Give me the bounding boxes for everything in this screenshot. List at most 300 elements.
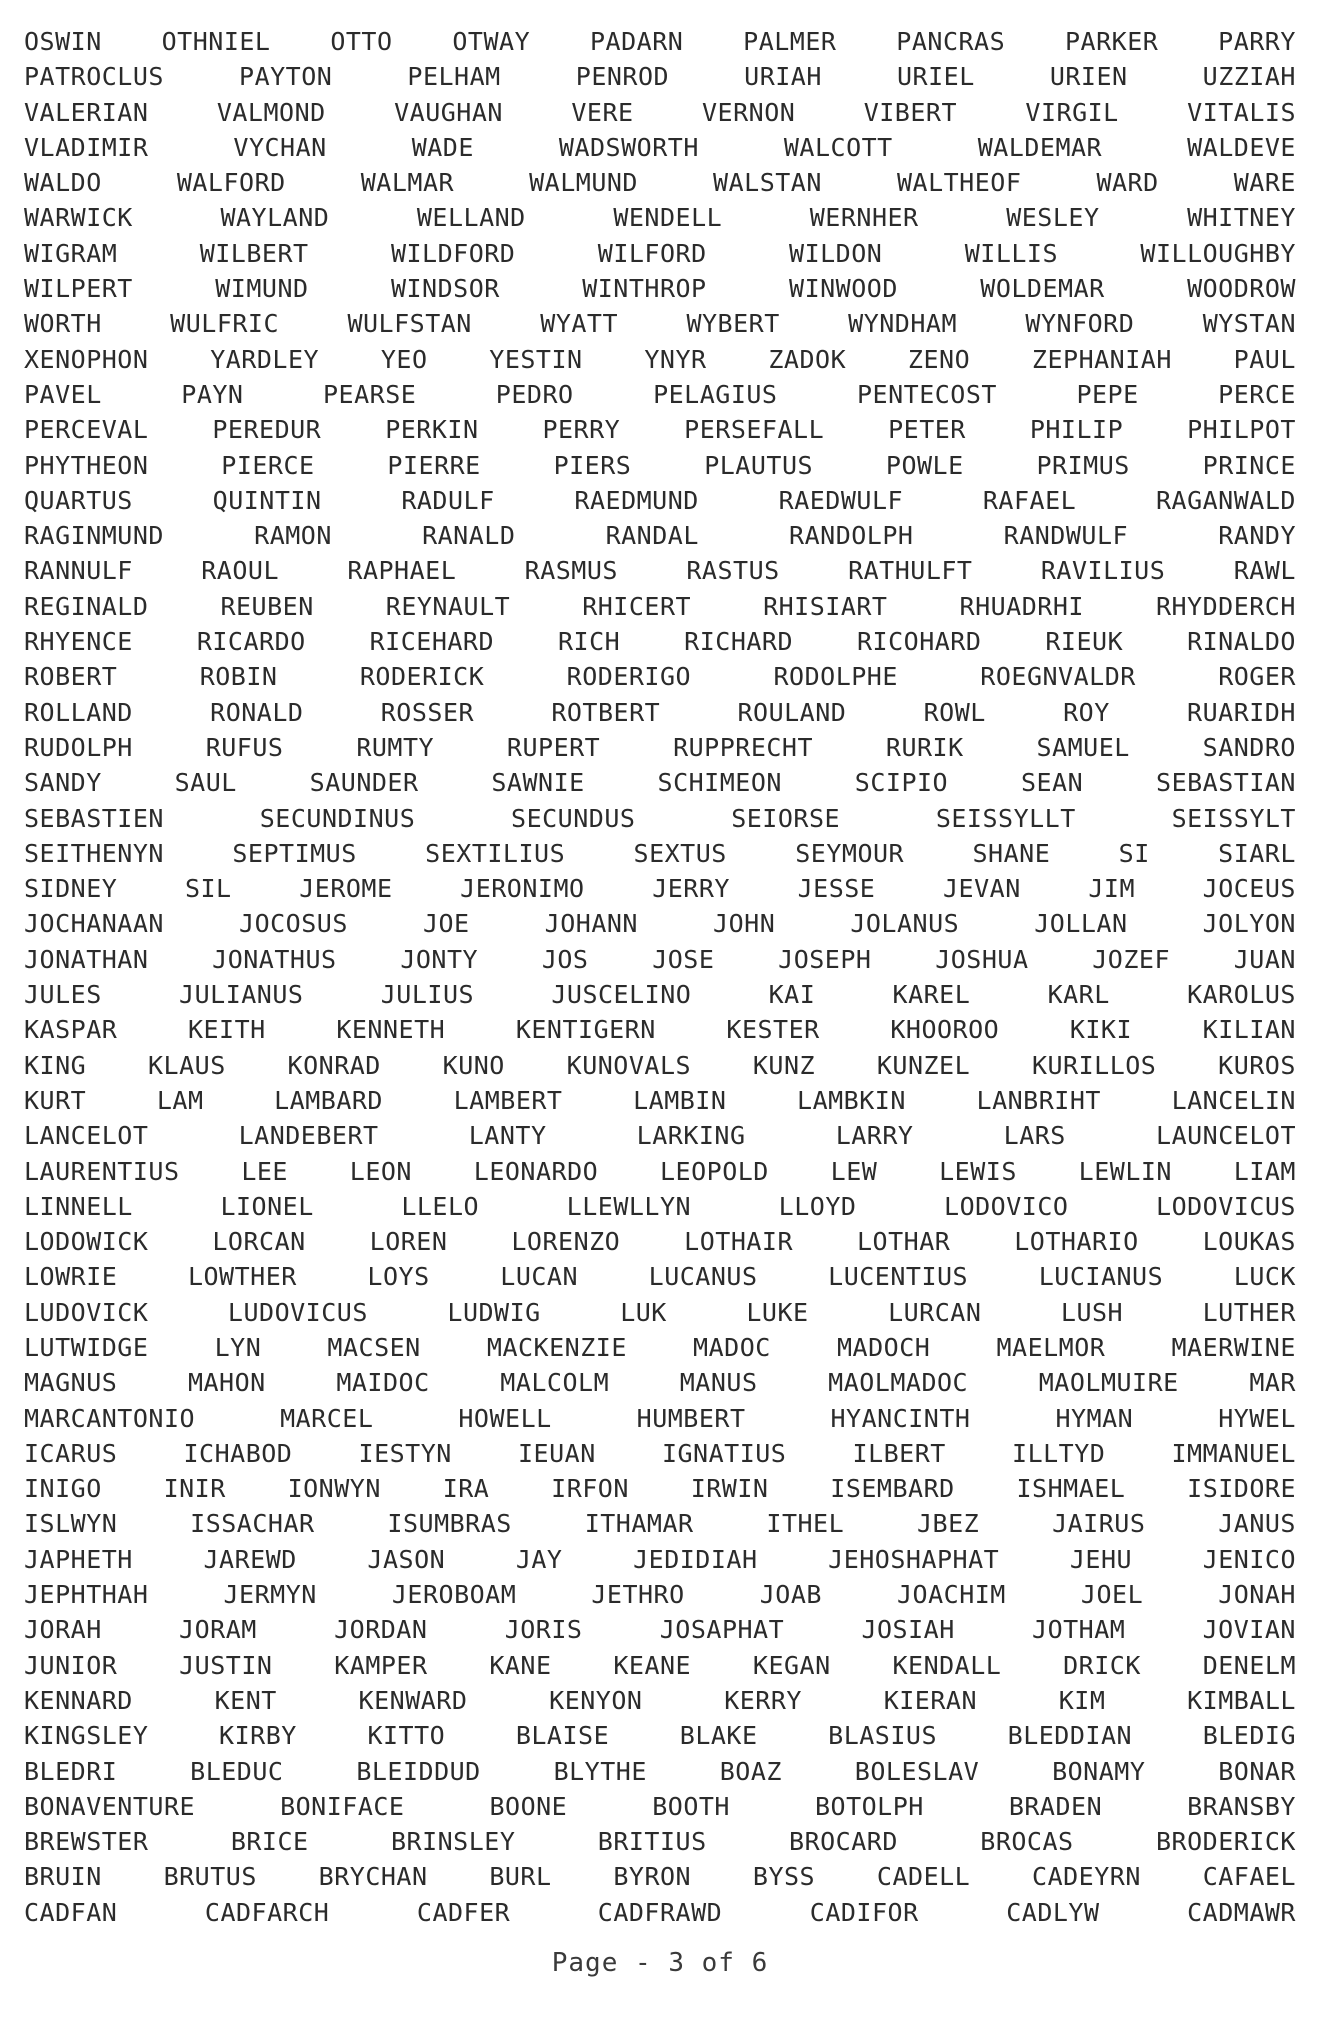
name-word: RANNULF bbox=[24, 556, 133, 586]
name-word: PEDRO bbox=[495, 379, 574, 409]
name-word: JOLANUS bbox=[850, 909, 960, 939]
name-word: SAUNDER bbox=[309, 768, 419, 798]
name-word: WIGRAM bbox=[24, 238, 118, 268]
name-word: BLEIDDUD bbox=[356, 1756, 481, 1786]
name-word: RHICERT bbox=[582, 591, 692, 621]
name-line bbox=[24, 730, 1296, 765]
name-word: HYANCINTH bbox=[830, 1403, 971, 1433]
name-word: PERRY bbox=[542, 415, 621, 445]
name-word: LODOWICK bbox=[24, 1227, 149, 1257]
name-word: LUSH bbox=[1060, 1297, 1124, 1327]
name-word: MADOC bbox=[693, 1332, 771, 1362]
name-word: WESLEY bbox=[1006, 203, 1100, 233]
name-word: LOTHARIO bbox=[1014, 1227, 1139, 1257]
name-word: JUAN bbox=[1233, 944, 1296, 974]
name-word: RUFUS bbox=[205, 732, 284, 762]
name-word: XENOPHON bbox=[24, 344, 149, 374]
name-word: PEPE bbox=[1076, 379, 1139, 409]
name-word: SECUNDINUS bbox=[259, 803, 416, 833]
name-word: JERONIMO bbox=[460, 874, 585, 904]
name-word: BRYCHAN bbox=[318, 1862, 428, 1892]
name-line bbox=[24, 1224, 1296, 1259]
name-word: SEBASTIEN bbox=[24, 803, 164, 833]
name-word: PIERCE bbox=[221, 450, 315, 480]
name-word: HYMAN bbox=[1055, 1403, 1134, 1433]
name-word: KEGAN bbox=[752, 1650, 831, 1680]
name-line bbox=[24, 518, 1296, 553]
name-word: JETHRO bbox=[591, 1580, 685, 1610]
name-line bbox=[24, 977, 1296, 1012]
name-word: PARRY bbox=[1218, 27, 1296, 56]
name-word: PETER bbox=[888, 415, 966, 445]
name-word: LOTHAIR bbox=[684, 1227, 794, 1257]
name-word: ROEGNVALDR bbox=[980, 662, 1136, 692]
name-word: SAUL bbox=[174, 768, 237, 798]
name-word: LORCAN bbox=[212, 1227, 306, 1257]
name-word: KUROS bbox=[1218, 1050, 1296, 1080]
name-word: INIR bbox=[163, 1474, 226, 1504]
name-word: RANALD bbox=[422, 521, 516, 551]
name-word: BONAVENTURE bbox=[24, 1791, 196, 1821]
name-word: BRICE bbox=[230, 1827, 309, 1857]
name-word: WULFSTAN bbox=[347, 309, 472, 339]
name-word: PALMER bbox=[743, 27, 837, 56]
name-word: WALDO bbox=[24, 168, 102, 198]
name-word: BONIFACE bbox=[280, 1791, 405, 1821]
name-word: PIERRE bbox=[387, 450, 481, 480]
name-word: MAERWINE bbox=[1171, 1332, 1296, 1362]
name-word: PERKIN bbox=[385, 415, 479, 445]
name-word: LARS bbox=[1003, 1121, 1066, 1151]
name-word: JAY bbox=[515, 1544, 563, 1574]
name-word: CADMAWR bbox=[1187, 1897, 1296, 1927]
name-word: YARDLEY bbox=[210, 344, 320, 374]
name-word: BLYTHE bbox=[553, 1756, 647, 1786]
name-line bbox=[24, 836, 1296, 871]
name-word: RICHARD bbox=[684, 627, 794, 657]
name-line bbox=[24, 271, 1296, 306]
name-line bbox=[24, 1754, 1296, 1789]
name-word: BRINSLEY bbox=[390, 1827, 516, 1857]
name-word: PATROCLUS bbox=[24, 62, 164, 92]
name-word: KANE bbox=[489, 1650, 552, 1680]
name-word: BOLESLAV bbox=[854, 1756, 980, 1786]
name-line bbox=[24, 589, 1296, 624]
name-line bbox=[24, 659, 1296, 694]
name-word: IEUAN bbox=[518, 1438, 596, 1468]
name-word: ROBIN bbox=[199, 662, 278, 692]
name-word: PLAUTUS bbox=[704, 450, 814, 480]
name-word: JOSHUA bbox=[935, 944, 1029, 974]
name-word: CADELL bbox=[876, 1862, 971, 1892]
name-word: JOACHIM bbox=[897, 1580, 1006, 1610]
name-word: LUDWIG bbox=[447, 1297, 541, 1327]
name-word: JOVIAN bbox=[1202, 1615, 1296, 1645]
name-word: MAGNUS bbox=[24, 1368, 118, 1398]
name-word: BLEDRI bbox=[24, 1756, 118, 1786]
name-word: ICHABOD bbox=[183, 1438, 293, 1468]
name-word: CAFAEL bbox=[1202, 1862, 1296, 1892]
name-line bbox=[24, 1259, 1296, 1294]
name-word: WYATT bbox=[540, 309, 619, 339]
name-word: WILDON bbox=[789, 238, 883, 268]
name-word: JERRY bbox=[652, 874, 730, 904]
name-word: KEITH bbox=[187, 1015, 266, 1045]
name-word: SHANE bbox=[972, 838, 1051, 868]
name-word: SEITHENYN bbox=[24, 838, 164, 868]
name-word: JOHANN bbox=[544, 909, 638, 939]
name-word: WYBERT bbox=[686, 309, 780, 339]
name-word: LANTY bbox=[468, 1121, 547, 1151]
name-word: ROLLAND bbox=[24, 697, 133, 727]
name-word: SI bbox=[1118, 838, 1150, 868]
name-word: RASTUS bbox=[686, 556, 780, 586]
name-word: LAUNCELOT bbox=[1156, 1121, 1296, 1151]
name-line bbox=[24, 1612, 1296, 1647]
name-word: BRUIN bbox=[24, 1862, 102, 1892]
name-word: WALCOTT bbox=[783, 132, 893, 162]
name-word: KENWARD bbox=[358, 1685, 468, 1715]
name-word: MARCEL bbox=[280, 1403, 374, 1433]
name-word: LEONARDO bbox=[473, 1156, 599, 1186]
name-word: BLEDDIAN bbox=[1007, 1721, 1133, 1751]
name-word: LAMBIN bbox=[633, 1085, 727, 1115]
name-word: KENDALL bbox=[892, 1650, 1002, 1680]
name-word: RAEDMUND bbox=[574, 485, 699, 515]
name-word: KENNARD bbox=[24, 1685, 133, 1715]
name-line bbox=[24, 765, 1296, 800]
name-word: KINGSLEY bbox=[24, 1721, 149, 1751]
name-word: PRIMUS bbox=[1036, 450, 1130, 480]
name-word: VIBERT bbox=[863, 97, 958, 127]
name-word: LAM bbox=[156, 1085, 204, 1115]
name-line bbox=[24, 1824, 1296, 1859]
name-line bbox=[24, 24, 1296, 59]
name-word: PELHAM bbox=[407, 62, 501, 92]
name-word: RASMUS bbox=[524, 556, 618, 586]
name-word: LUCENTIUS bbox=[828, 1262, 969, 1292]
name-word: RANDWULF bbox=[1003, 521, 1129, 551]
name-word: SECUNDUS bbox=[511, 803, 636, 833]
name-word: URIEN bbox=[1049, 62, 1128, 92]
name-word: ROY bbox=[1063, 697, 1110, 727]
name-word: JOEL bbox=[1080, 1580, 1144, 1610]
name-line bbox=[24, 236, 1296, 271]
name-word: RUMTY bbox=[356, 732, 435, 762]
name-word: SEIORSE bbox=[731, 803, 841, 833]
name-word: WARE bbox=[1233, 168, 1296, 198]
name-word: SAMUEL bbox=[1036, 732, 1130, 762]
name-word: KUNO bbox=[442, 1050, 505, 1080]
name-word: PAYN bbox=[181, 379, 244, 409]
name-word: WYNDHAM bbox=[848, 309, 958, 339]
name-word: MAR bbox=[1249, 1368, 1296, 1398]
name-word: JORAM bbox=[179, 1615, 257, 1645]
name-word: ROBERT bbox=[24, 662, 118, 692]
name-word: BRODERICK bbox=[1155, 1827, 1296, 1857]
name-word: WAYLAND bbox=[220, 203, 330, 233]
name-word: JEHU bbox=[1069, 1544, 1133, 1574]
name-word: KIKI bbox=[1069, 1015, 1133, 1045]
name-word: BOAZ bbox=[719, 1756, 782, 1786]
name-word: MALCOLM bbox=[500, 1368, 610, 1398]
name-word: QUARTUS bbox=[24, 485, 133, 515]
name-word: JOCOSUS bbox=[239, 909, 348, 939]
name-word: WENDELL bbox=[613, 203, 723, 233]
name-word: BOONE bbox=[489, 1791, 568, 1821]
name-line bbox=[24, 1471, 1296, 1506]
name-word: WYSTAN bbox=[1202, 309, 1296, 339]
name-word: WARWICK bbox=[24, 203, 133, 233]
name-word: IMMANUEL bbox=[1171, 1438, 1296, 1468]
name-line bbox=[24, 306, 1296, 341]
name-word: RAWL bbox=[1233, 556, 1296, 586]
name-word: SIDNEY bbox=[24, 874, 118, 904]
name-word: ICARUS bbox=[24, 1438, 118, 1468]
name-word: LINNELL bbox=[24, 1191, 133, 1221]
name-word: LURCAN bbox=[888, 1297, 982, 1327]
name-word: MAIDOC bbox=[336, 1368, 430, 1398]
name-line bbox=[24, 1083, 1296, 1118]
name-word: MADOCH bbox=[836, 1332, 931, 1362]
name-line bbox=[24, 377, 1296, 412]
name-word: JUNIOR bbox=[24, 1650, 118, 1680]
name-word: WINTHROP bbox=[582, 274, 707, 304]
name-word: ISLWYN bbox=[24, 1509, 118, 1539]
name-word: ISHMAEL bbox=[1016, 1474, 1126, 1504]
name-word: BLAKE bbox=[679, 1721, 758, 1751]
name-word: LEW bbox=[830, 1156, 878, 1186]
name-word: JERMYN bbox=[223, 1580, 317, 1610]
name-word: IONWYN bbox=[287, 1474, 381, 1504]
name-word: PENTECOST bbox=[856, 379, 997, 409]
name-line bbox=[24, 1895, 1296, 1930]
name-word: JUSCELINO bbox=[551, 980, 692, 1010]
name-word: IESTYN bbox=[358, 1438, 452, 1468]
name-word: LANBRIHT bbox=[976, 1085, 1101, 1115]
name-list bbox=[24, 24, 1296, 1930]
name-word: RAGANWALD bbox=[1155, 485, 1296, 515]
name-line bbox=[24, 1789, 1296, 1824]
name-word: ROULAND bbox=[737, 697, 847, 727]
name-word: LARKING bbox=[636, 1121, 746, 1151]
name-word: WHITNEY bbox=[1187, 203, 1296, 233]
name-word: BROCAS bbox=[980, 1827, 1074, 1857]
name-word: KENTIGERN bbox=[515, 1015, 656, 1045]
name-word: WILFORD bbox=[597, 238, 707, 268]
name-word: WINWOOD bbox=[789, 274, 898, 304]
name-word: LORENZO bbox=[511, 1227, 621, 1257]
name-word: RICOHARD bbox=[856, 627, 982, 657]
name-word: LYN bbox=[214, 1332, 262, 1362]
name-word: LOREN bbox=[369, 1227, 448, 1257]
name-word: JONAH bbox=[1218, 1580, 1296, 1610]
name-word: LLELO bbox=[401, 1191, 480, 1221]
name-word: LEOPOLD bbox=[660, 1156, 769, 1186]
name-word: JOTHAM bbox=[1032, 1615, 1126, 1645]
name-word: LEE bbox=[241, 1156, 288, 1186]
name-word: RANDAL bbox=[605, 521, 699, 551]
name-word: KIRBY bbox=[219, 1721, 297, 1751]
name-line bbox=[24, 59, 1296, 94]
name-word: ITHAMAR bbox=[584, 1509, 694, 1539]
name-word: KERRY bbox=[724, 1685, 802, 1715]
name-word: LOYS bbox=[367, 1262, 430, 1292]
name-word: MAOLMADOC bbox=[828, 1368, 969, 1398]
name-word: PHYTHEON bbox=[24, 450, 149, 480]
name-word: WALFORD bbox=[176, 168, 286, 198]
name-word: HOWELL bbox=[458, 1403, 552, 1433]
name-word: PAVEL bbox=[24, 379, 102, 409]
name-line bbox=[24, 1401, 1296, 1436]
name-word: PHILIP bbox=[1029, 415, 1124, 445]
name-word: RONALD bbox=[210, 697, 304, 727]
name-word: RHYDDERCH bbox=[1155, 591, 1296, 621]
name-word: JULIUS bbox=[380, 980, 475, 1010]
name-word: SANDRO bbox=[1202, 732, 1296, 762]
name-word: JORDAN bbox=[334, 1615, 428, 1645]
name-word: BLASIUS bbox=[828, 1721, 938, 1751]
name-word: DENELM bbox=[1202, 1650, 1296, 1680]
name-line bbox=[24, 1154, 1296, 1189]
name-word: SANDY bbox=[24, 768, 102, 798]
name-word: JONATHUS bbox=[212, 944, 337, 974]
name-word: IGNATIUS bbox=[661, 1438, 787, 1468]
name-word: SEISSYLT bbox=[1171, 803, 1296, 833]
name-line bbox=[24, 942, 1296, 977]
name-word: PENROD bbox=[575, 62, 670, 92]
name-word: KENNETH bbox=[336, 1015, 446, 1045]
name-word: URIAH bbox=[744, 62, 822, 92]
name-word: MARCANTONIO bbox=[24, 1403, 196, 1433]
name-word: JEROBOAM bbox=[391, 1580, 517, 1610]
name-word: MACSEN bbox=[327, 1332, 421, 1362]
name-line bbox=[24, 1436, 1296, 1471]
name-word: WALDEVE bbox=[1187, 132, 1296, 162]
name-line bbox=[24, 1365, 1296, 1400]
name-word: JONTY bbox=[400, 944, 479, 974]
name-line bbox=[24, 1189, 1296, 1224]
name-word: RHISIART bbox=[763, 591, 888, 621]
name-word: RAVILIUS bbox=[1040, 556, 1166, 586]
name-word: CADEYRN bbox=[1032, 1862, 1141, 1892]
name-word: WOLDEMAR bbox=[980, 274, 1105, 304]
name-word: ROSSER bbox=[380, 697, 475, 727]
name-word: ZADOK bbox=[768, 344, 847, 374]
name-line bbox=[24, 1012, 1296, 1047]
name-line bbox=[24, 165, 1296, 200]
name-word: BURL bbox=[489, 1862, 552, 1892]
name-word: PANCRAS bbox=[896, 27, 1006, 56]
name-word: BLAISE bbox=[515, 1721, 610, 1751]
name-word: MACKENZIE bbox=[486, 1332, 627, 1362]
name-word: JBEZ bbox=[917, 1509, 980, 1539]
name-word: OTWAY bbox=[452, 27, 531, 56]
name-word: URIEL bbox=[896, 62, 975, 92]
name-word: JEVAN bbox=[942, 874, 1021, 904]
name-word: KAROLUS bbox=[1187, 980, 1296, 1010]
name-word: KIM bbox=[1058, 1685, 1106, 1715]
name-word: LANDEBERT bbox=[238, 1121, 379, 1151]
name-word: KESTER bbox=[726, 1015, 820, 1045]
name-word: BREWSTER bbox=[24, 1827, 149, 1857]
name-word: LANCELIN bbox=[1171, 1085, 1296, 1115]
name-word: BOOTH bbox=[652, 1791, 730, 1821]
name-word: ROGER bbox=[1218, 662, 1296, 692]
name-line bbox=[24, 624, 1296, 659]
name-word: YEO bbox=[380, 344, 428, 374]
name-word: RINALDO bbox=[1187, 627, 1296, 657]
name-word: JOCEUS bbox=[1202, 874, 1296, 904]
name-line bbox=[24, 1330, 1296, 1365]
name-word: ISUMBRAS bbox=[387, 1509, 512, 1539]
name-word: RUPERT bbox=[506, 732, 601, 762]
name-word: ISIDORE bbox=[1187, 1474, 1296, 1504]
name-word: RICEHARD bbox=[369, 627, 495, 657]
name-word: CADIFOR bbox=[809, 1897, 919, 1927]
name-word: RAMON bbox=[254, 521, 332, 551]
name-line bbox=[24, 553, 1296, 588]
name-word: PEARSE bbox=[322, 379, 417, 409]
name-word: KIMBALL bbox=[1187, 1685, 1296, 1715]
name-word: ZEPHANIAH bbox=[1031, 344, 1172, 374]
name-word: LAMBERT bbox=[453, 1085, 563, 1115]
name-word: IRFON bbox=[551, 1474, 629, 1504]
name-word: BRADEN bbox=[1008, 1791, 1103, 1821]
name-word: LUTWIDGE bbox=[24, 1332, 149, 1362]
name-word: VLADIMIR bbox=[24, 132, 149, 162]
name-word: RAGINMUND bbox=[24, 521, 164, 551]
name-word: JULIANUS bbox=[179, 980, 304, 1010]
name-word: WALMUND bbox=[529, 168, 638, 198]
name-word: JEPHTHAH bbox=[24, 1580, 149, 1610]
name-word: LAMBARD bbox=[274, 1085, 383, 1115]
page-number: Page - 3 of 6 bbox=[551, 1948, 769, 1978]
name-word: LUTHER bbox=[1202, 1297, 1296, 1327]
name-word: WINDSOR bbox=[390, 274, 500, 304]
name-word: INIGO bbox=[24, 1474, 102, 1504]
name-word: DRICK bbox=[1063, 1650, 1141, 1680]
name-word: JEHOSHAPHAT bbox=[828, 1544, 1000, 1574]
name-word: ITHEL bbox=[766, 1509, 845, 1539]
name-word: BRUTUS bbox=[163, 1862, 257, 1892]
name-word: KURILLOS bbox=[1031, 1050, 1157, 1080]
name-word: RURIK bbox=[885, 732, 964, 762]
name-word: LUCAN bbox=[500, 1262, 579, 1292]
name-word: JUSTIN bbox=[179, 1650, 273, 1680]
name-word: JOCHANAAN bbox=[24, 909, 164, 939]
name-line bbox=[24, 1542, 1296, 1577]
name-word: WORTH bbox=[24, 309, 102, 339]
name-word: KAI bbox=[768, 980, 816, 1010]
name-word: LLOYD bbox=[778, 1191, 857, 1221]
name-word: REUBEN bbox=[220, 591, 314, 621]
name-line bbox=[24, 1683, 1296, 1718]
name-word: SEAN bbox=[1020, 768, 1084, 798]
name-word: LARRY bbox=[835, 1121, 914, 1151]
name-word: LOWTHER bbox=[187, 1262, 297, 1292]
name-word: KING bbox=[24, 1050, 87, 1080]
name-word: RAPHAEL bbox=[347, 556, 457, 586]
name-word: LEWLIN bbox=[1078, 1156, 1172, 1186]
name-word: RIEUK bbox=[1045, 627, 1124, 657]
name-word: KIERAN bbox=[883, 1685, 977, 1715]
name-word: SEXTUS bbox=[633, 838, 727, 868]
name-word: JOSAPHAT bbox=[659, 1615, 785, 1645]
name-word: ROTBERT bbox=[551, 697, 661, 727]
name-word: JOAB bbox=[759, 1580, 822, 1610]
name-word: JIM bbox=[1088, 874, 1136, 904]
